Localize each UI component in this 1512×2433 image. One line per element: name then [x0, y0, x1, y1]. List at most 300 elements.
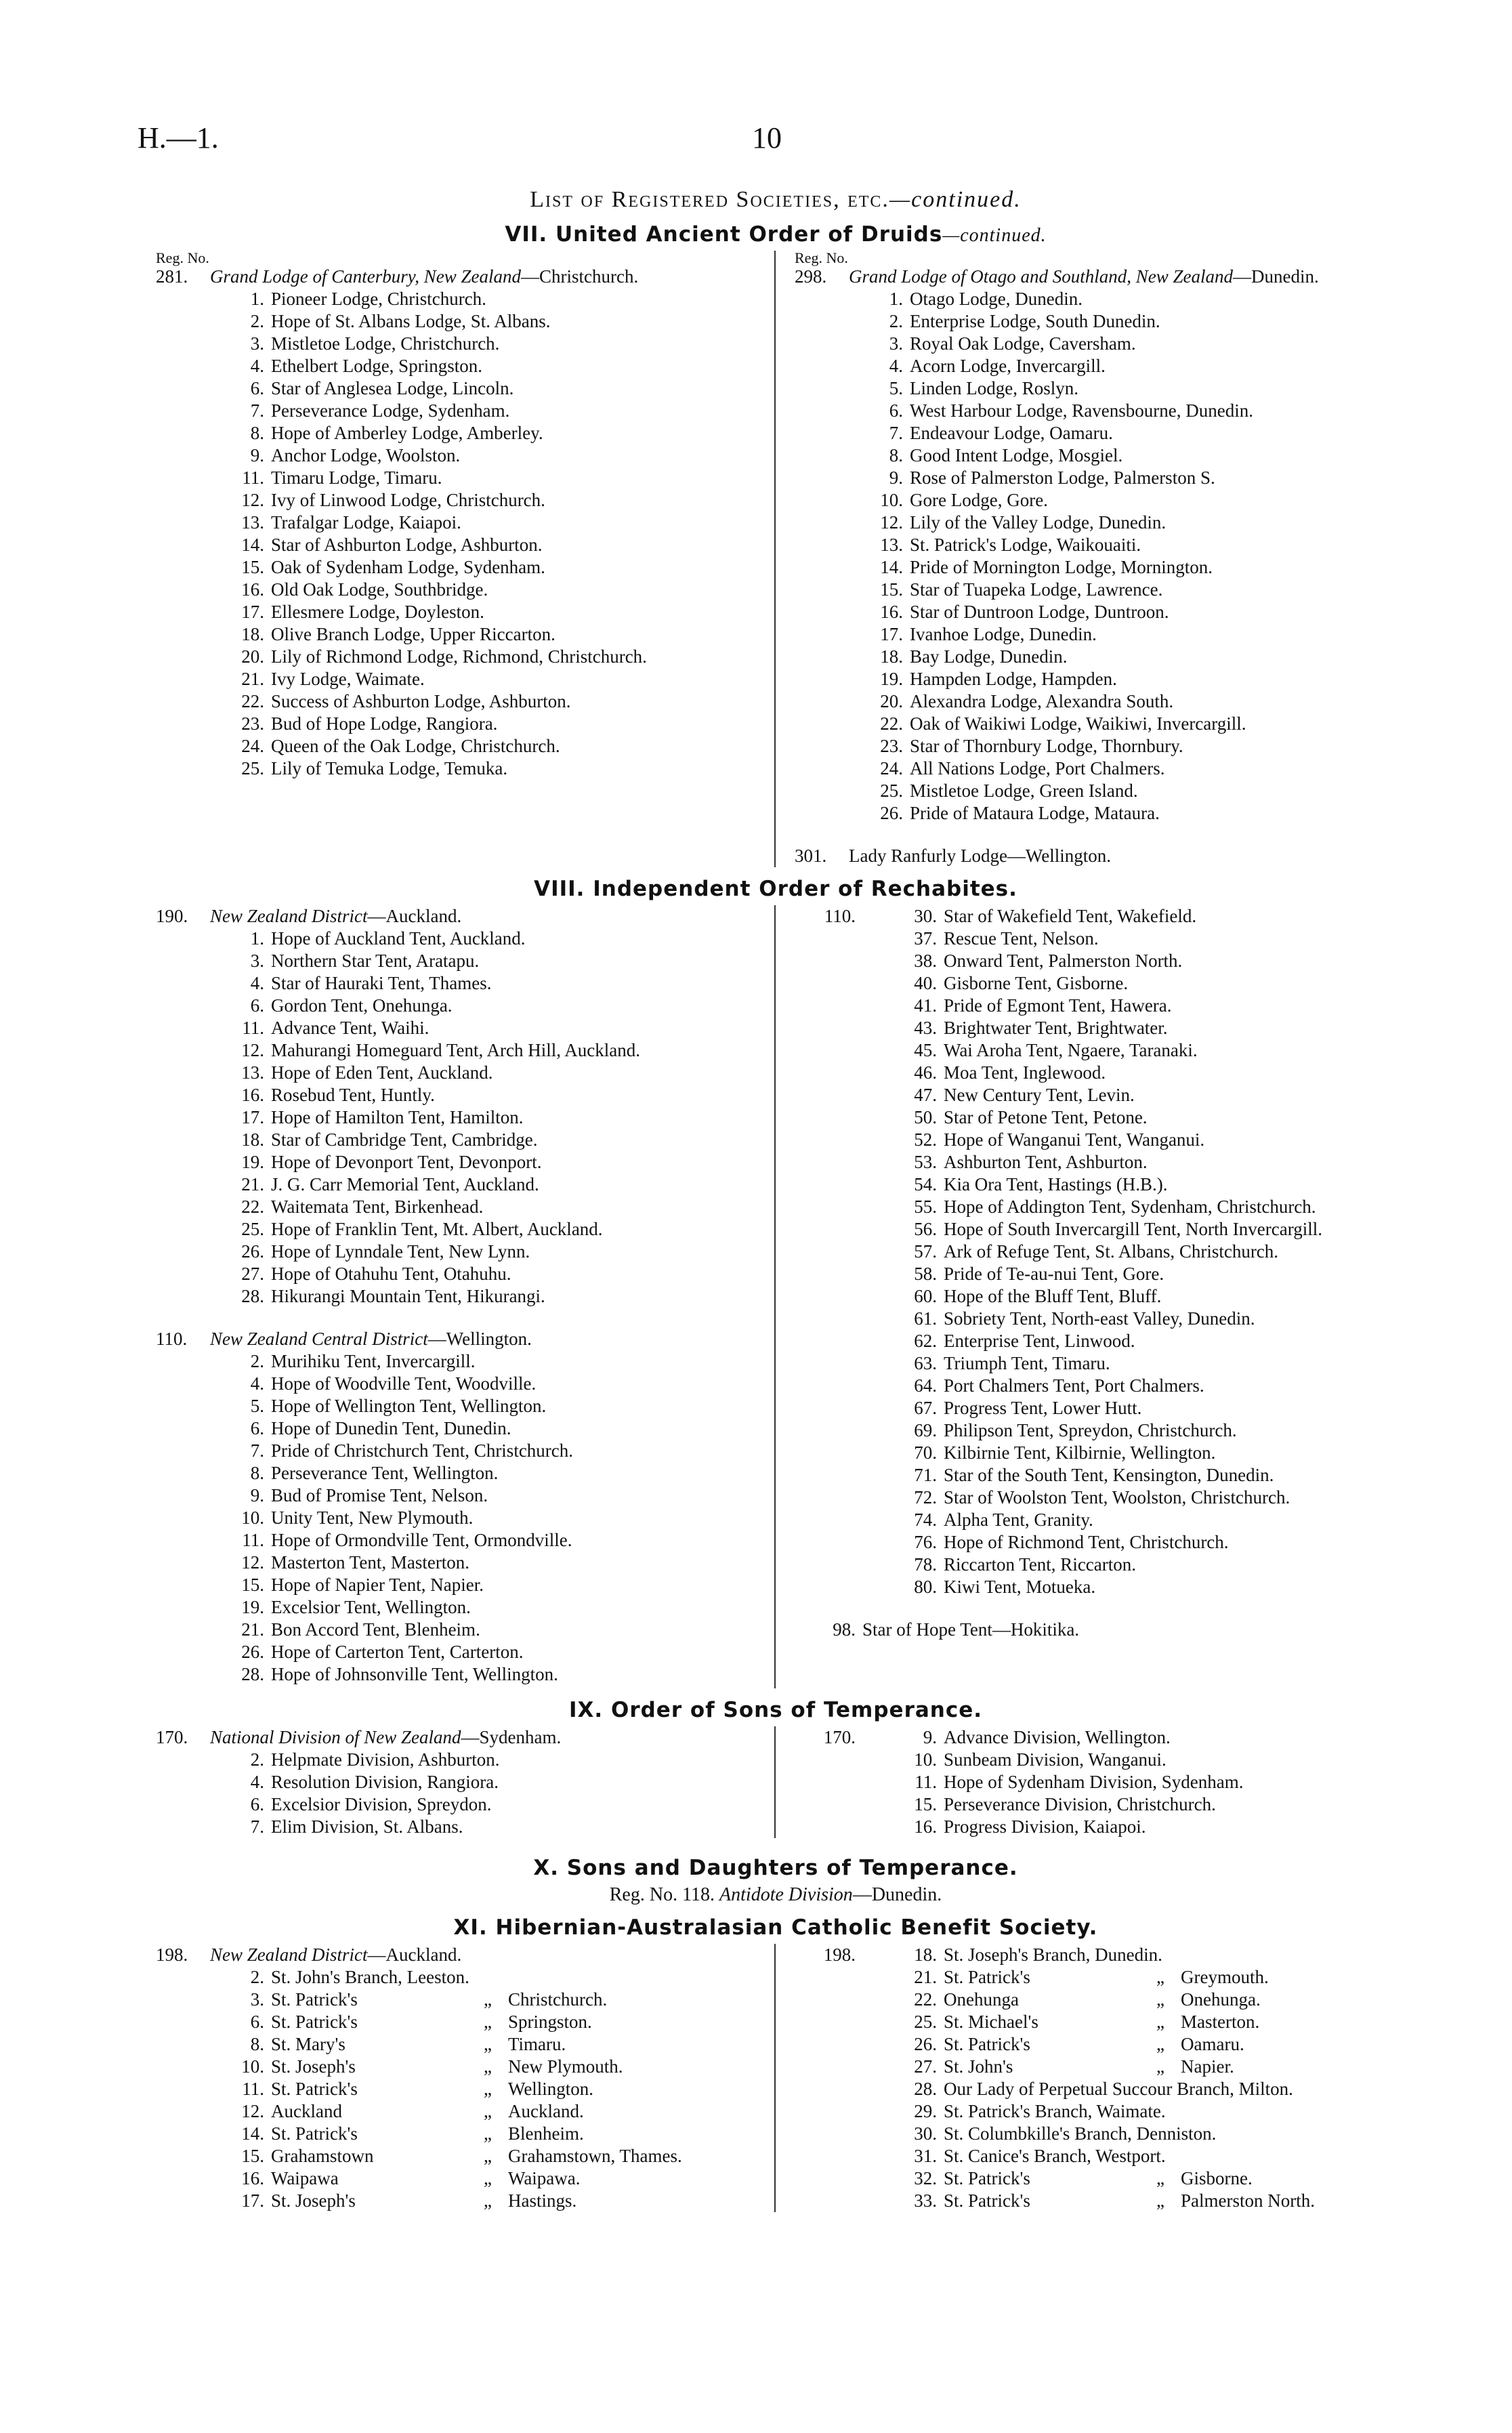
item-number: 7.: [250, 1816, 264, 1837]
list-item: [795, 2145, 1395, 2167]
reg-number-spacer: [795, 2123, 862, 2145]
list-item: [795, 690, 1395, 713]
society-name: Hikurangi Mountain Tent, Hikurangi.: [271, 1286, 545, 1306]
list-item: [156, 1350, 755, 1373]
ditto-mark: „: [484, 2056, 492, 2077]
item-number: 13.: [880, 535, 903, 555]
list-item: [795, 1554, 1395, 1576]
section-viii-columns: [156, 905, 1395, 1688]
society-name: Hope of the Bluff Tent, Bluff.: [944, 1286, 1162, 1306]
list-item: [795, 2056, 1395, 2078]
ditto-mark: „: [484, 2190, 492, 2211]
section-title-ix: IX. Order of Sons of Temperance.: [568, 1698, 983, 1722]
list-item: [156, 1966, 755, 1989]
item-number: 28.: [241, 1664, 264, 1684]
list-item: [795, 713, 1395, 735]
society-name: Star of Hauraki Tent, Thames.: [271, 973, 492, 993]
ditto-mark: „: [1156, 2034, 1164, 2054]
item-number: 15.: [241, 1575, 264, 1595]
item-number: 25.: [880, 781, 903, 801]
list-item: [156, 467, 755, 489]
item-number: 9.: [923, 1727, 937, 1747]
section-x-name: Antidote Division: [719, 1884, 853, 1905]
item-number: 23.: [880, 736, 903, 756]
reg-number-spacer: [795, 1486, 862, 1509]
group-nz-district: [156, 905, 755, 1308]
reg-number-spacer: [795, 972, 862, 995]
society-name: Hope of Ormondville Tent, Ormondville.: [271, 1530, 572, 1550]
branch-place: Palmerston North.: [1181, 2190, 1315, 2211]
list-item: [156, 1017, 755, 1039]
reg-number: 198.: [823, 1945, 856, 1965]
society-name: Alexandra Lodge, Alexandra South.: [910, 691, 1174, 711]
society-name: Gore Lodge, Gore.: [910, 490, 1048, 510]
item-number: 76.: [914, 1532, 937, 1552]
item-number: 16.: [241, 579, 264, 600]
section-ix-right-list: [795, 1726, 1395, 1838]
reg-number-spacer: [795, 1793, 862, 1816]
list-item: [795, 972, 1395, 995]
item-number: 16.: [880, 602, 903, 622]
branch-name: Grahamstown: [271, 2146, 374, 2166]
item-number: 22.: [241, 1197, 264, 1217]
list-item: [156, 489, 755, 512]
item-number: 14.: [241, 535, 264, 555]
item-number: 12.: [241, 1040, 264, 1060]
item-number: 1.: [250, 928, 264, 949]
branch-name: St. Joseph's: [271, 2190, 356, 2211]
item-number: 9.: [889, 467, 903, 488]
reg-number-spacer: [795, 2100, 862, 2123]
reg-number-spacer: [795, 2033, 862, 2056]
society-name: Progress Tent, Lower Hutt.: [944, 1398, 1142, 1418]
item-number: 62.: [914, 1331, 937, 1351]
item-number: 5.: [250, 1396, 264, 1416]
reg-number-spacer: [795, 1576, 862, 1598]
society-name: Ivy Lodge, Waimate.: [271, 669, 425, 689]
item-number: 4.: [250, 356, 264, 376]
list-item: [156, 995, 755, 1017]
item-number: 17.: [241, 602, 264, 622]
branch-place: Napier.: [1181, 2056, 1234, 2077]
item-number: 17.: [880, 624, 903, 644]
item-number: 10.: [914, 1749, 937, 1770]
item-number: 46.: [914, 1062, 937, 1083]
society-name: New Zealand District—Auckland.: [210, 906, 462, 926]
item-number: 3.: [889, 333, 903, 354]
list-item: [795, 400, 1395, 422]
reg-no-label: Reg. No.: [156, 249, 209, 266]
list-item: [795, 1263, 1395, 1285]
item-number: 29.: [914, 2101, 937, 2121]
branch-place: Oamaru.: [1181, 2034, 1244, 2054]
society-name: Hope of Auckland Tent, Auckland.: [271, 928, 526, 949]
list-item: [156, 1816, 755, 1838]
item-number: 12.: [241, 490, 264, 510]
society-name: Masterton Tent, Masterton.: [271, 1552, 470, 1573]
item-number: 11.: [242, 1530, 264, 1550]
reg-number-spacer: [795, 1330, 862, 1352]
society-name: Mistletoe Lodge, Green Island.: [910, 781, 1138, 801]
reg-number-spacer: [795, 1218, 862, 1241]
list-item: [795, 1726, 1395, 1749]
society-name: Lady Ranfurly Lodge—Wellington.: [849, 846, 1111, 866]
list-item: [795, 2100, 1395, 2123]
society-name: Star of Cambridge Tent, Cambridge.: [271, 1129, 538, 1150]
list-item: [795, 735, 1395, 757]
list-item: [795, 845, 1395, 867]
branch-place: Greymouth.: [1181, 1967, 1269, 1987]
item-number: 53.: [914, 1152, 937, 1172]
reg-number-spacer: [795, 995, 862, 1017]
item-number: 5.: [889, 378, 903, 398]
list-item: [795, 2190, 1395, 2212]
section-xi-right-list: [795, 1944, 1395, 2212]
society-name: Ark of Refuge Tent, St. Albans, Christchurch.: [944, 1241, 1279, 1262]
list-item: [795, 1531, 1395, 1554]
item-number: 18.: [241, 624, 264, 644]
list-item: [156, 288, 755, 310]
society-name: Rose of Palmerston Lodge, Palmerston S.: [910, 467, 1215, 488]
section-vii-columns: [156, 251, 1395, 867]
society-name: Oak of Sydenham Lodge, Sydenham.: [271, 557, 545, 577]
society-name: Moa Tent, Inglewood.: [944, 1062, 1106, 1083]
list-item: [795, 579, 1395, 601]
society-name: Star of Duntroon Lodge, Duntroon.: [910, 602, 1169, 622]
reg-number-spacer: [795, 1375, 862, 1397]
list-item: [795, 534, 1395, 556]
item-number: 80.: [914, 1577, 937, 1597]
item-number: 28.: [241, 1286, 264, 1306]
item-number: 52.: [914, 1129, 937, 1150]
section-xi-left-column: [156, 1944, 776, 2212]
item-number: 2.: [250, 1967, 264, 1987]
list-item: [156, 928, 755, 950]
society-name: Queen of the Oak Lodge, Christchurch.: [271, 736, 560, 756]
item-number: 9.: [250, 445, 264, 465]
list-item: [156, 1106, 755, 1129]
item-number: 2.: [250, 311, 264, 331]
reg-number-spacer: [795, 2011, 862, 2033]
society-name: Hope of Otahuhu Tent, Otahuhu.: [271, 1264, 511, 1284]
branch-place: Auckland.: [508, 2101, 584, 2121]
branch-place: Christchurch.: [508, 1989, 608, 2010]
list-item: [795, 1039, 1395, 1062]
society-name: Kia Ora Tent, Hastings (H.B.).: [944, 1174, 1168, 1194]
society-name: Triumph Tent, Timaru.: [944, 1353, 1110, 1373]
branch-name: St. Patrick's: [271, 1989, 358, 2010]
item-number: 6.: [250, 378, 264, 398]
society-name: Pioneer Lodge, Christchurch.: [271, 289, 486, 309]
item-number: 22.: [914, 1989, 937, 2010]
list-item: [795, 1419, 1395, 1442]
society-name: Onward Tent, Palmerston North.: [944, 951, 1183, 971]
group-central-continued: [795, 905, 1395, 1598]
section-vii-left-list: [156, 288, 755, 780]
branch-place: Gisborne.: [1181, 2168, 1253, 2188]
society-name: St. Patrick's Lodge, Waikouaiti.: [910, 535, 1141, 555]
section-title-vii: [156, 222, 1395, 247]
item-number: 47.: [914, 1085, 937, 1105]
society-name: Endeavour Lodge, Oamaru.: [910, 423, 1113, 443]
item-number: 78.: [914, 1554, 937, 1575]
item-number: 2.: [250, 1351, 264, 1371]
item-number: 11.: [915, 1772, 937, 1792]
list-item: [156, 444, 755, 467]
society-name: Mahurangi Homeguard Tent, Arch Hill, Auckland.: [271, 1040, 640, 1060]
group-nz-district-list: [156, 928, 755, 1308]
item-number: 28.: [914, 2079, 937, 2099]
item-number: 61.: [914, 1308, 937, 1329]
society-name: Pride of Christchurch Tent, Christchurch.: [271, 1440, 574, 1461]
item-number: 15.: [914, 1794, 937, 1814]
list-item: [795, 780, 1395, 802]
reg-number-spacer: [795, 1151, 862, 1173]
item-number: 8.: [250, 1463, 264, 1483]
list-item: [156, 950, 755, 972]
list-item: [795, 1308, 1395, 1330]
section-vii-left-column: [156, 251, 776, 867]
list-item: [795, 623, 1395, 646]
list-item: [156, 400, 755, 422]
item-number: 7.: [889, 423, 903, 443]
list-item: [795, 1442, 1395, 1464]
list-item: [795, 1619, 1395, 1641]
ditto-mark: „: [1156, 2056, 1164, 2077]
item-number: 69.: [914, 1420, 937, 1440]
section-ix-left-column: [156, 1726, 776, 1838]
list-item: [795, 1017, 1395, 1039]
item-number: 7.: [250, 1440, 264, 1461]
item-number: 12.: [241, 2101, 264, 2121]
list-item: [795, 1285, 1395, 1308]
item-number: 27.: [914, 2056, 937, 2077]
branch-place: Wellington.: [508, 2079, 594, 2099]
society-name: Wai Aroha Tent, Ngaere, Taranaki.: [944, 1040, 1198, 1060]
group-nz-central-district: [156, 1328, 755, 1686]
society-name: Enterprise Lodge, South Dunedin.: [910, 311, 1160, 331]
branch-name: St. John's: [944, 2056, 1013, 2077]
society-name: Anchor Lodge, Woolston.: [271, 445, 461, 465]
society-name: Resolution Division, Rangiora.: [271, 1772, 499, 1792]
item-number: 57.: [914, 1241, 937, 1262]
society-name: Success of Ashburton Lodge, Ashburton.: [271, 691, 571, 711]
society-name: Northern Star Tent, Aratapu.: [271, 951, 480, 971]
list-item: [156, 1749, 755, 1771]
list-item: [156, 1596, 755, 1619]
society-name: Hope of Addington Tent, Sydenham, Christchurch.: [944, 1197, 1316, 1217]
item-number: 3.: [250, 333, 264, 354]
society-name: Gisborne Tent, Gisborne.: [944, 973, 1129, 993]
list-item: [795, 1241, 1395, 1263]
list-item: [795, 928, 1395, 950]
item-number: 71.: [914, 1465, 937, 1485]
society-name: Hope of Wellington Tent, Wellington.: [271, 1396, 547, 1416]
list-item: [156, 422, 755, 444]
section-ix-columns: [156, 1726, 1395, 1838]
society-name: Old Oak Lodge, Southbridge.: [271, 579, 488, 600]
list-item: [156, 757, 755, 780]
list-item: [795, 1793, 1395, 1816]
list-item: [795, 1771, 1395, 1793]
society-name: Linden Lodge, Roslyn.: [910, 378, 1078, 398]
item-number: 55.: [914, 1197, 937, 1217]
society-name: Acorn Lodge, Invercargill.: [910, 356, 1106, 376]
society-name: Advance Division, Wellington.: [944, 1727, 1171, 1747]
section-title-vii-text: VII. United Ancient Order of Druids: [505, 222, 943, 247]
item-number: 14.: [241, 2123, 264, 2144]
list-item: [156, 1241, 755, 1263]
list-item: [156, 1771, 755, 1793]
list-item: [795, 1464, 1395, 1486]
list-item: [795, 489, 1395, 512]
list-item: [156, 1328, 755, 1350]
list-item: [795, 905, 1395, 928]
item-number: 58.: [914, 1264, 937, 1284]
item-number: 16.: [914, 1816, 937, 1837]
society-name: Timaru Lodge, Timaru.: [271, 467, 442, 488]
reg-number-spacer: [795, 1084, 862, 1106]
society-name: Otago Lodge, Dunedin.: [910, 289, 1083, 309]
item-number: 3.: [250, 1989, 264, 2010]
list-item: [156, 2056, 755, 2078]
society-name: Good Intent Lodge, Mosgiel.: [910, 445, 1123, 465]
branch-place: Timaru.: [508, 2034, 566, 2054]
society-name: Pride of Egmont Tent, Hawera.: [944, 995, 1172, 1016]
society-name: Port Chalmers Tent, Port Chalmers.: [944, 1375, 1204, 1396]
item-number: 50.: [914, 1107, 937, 1127]
item-number: 6.: [250, 2012, 264, 2032]
list-item: [156, 1373, 755, 1395]
item-number: 26.: [914, 2034, 937, 2054]
item-number: 7.: [250, 400, 264, 421]
society-name: Mistletoe Lodge, Christchurch.: [271, 333, 500, 354]
society-name: Hope of St. Albans Lodge, St. Albans.: [271, 311, 551, 331]
item-number: 12.: [241, 1552, 264, 1573]
society-name: Bon Accord Tent, Blenheim.: [271, 1619, 480, 1640]
list-item: [156, 2011, 755, 2033]
item-number: 14.: [880, 557, 903, 577]
item-number: 2.: [250, 1749, 264, 1770]
list-item: [156, 1989, 755, 2011]
society-name: Progress Division, Kaiapoi.: [944, 1816, 1146, 1837]
item-number: 4.: [250, 1772, 264, 1792]
list-item: [156, 668, 755, 690]
reg-number-spacer: [795, 950, 862, 972]
ditto-mark: „: [1156, 2190, 1164, 2211]
list-item: [795, 1062, 1395, 1084]
reg-number-spacer: [795, 1464, 862, 1486]
society-name: Star of Thornbury Lodge, Thornbury.: [910, 736, 1183, 756]
list-item: [795, 1944, 1395, 1966]
branch-name: Onehunga: [944, 1989, 1019, 2010]
list-item: [156, 556, 755, 579]
item-number: 18.: [914, 1945, 937, 1965]
society-name: West Harbour Lodge, Ravensbourne, Dunedin.: [910, 400, 1253, 421]
reg-number-spacer: [795, 1106, 862, 1129]
society-name: Star of Ashburton Lodge, Ashburton.: [271, 535, 543, 555]
list-item: [795, 1352, 1395, 1375]
reg-number-spacer: [795, 2167, 862, 2190]
society-name: Hope of Hamilton Tent, Hamilton.: [271, 1107, 524, 1127]
list-item: [156, 1173, 755, 1196]
branch-place: Onehunga.: [1181, 1989, 1261, 2010]
society-name: Star of Anglesea Lodge, Lincoln.: [271, 378, 514, 398]
list-item: [795, 1106, 1395, 1129]
branch-place: Blenheim.: [508, 2123, 584, 2144]
society-name: Lily of Temuka Lodge, Temuka.: [271, 758, 508, 778]
ditto-mark: „: [484, 2012, 492, 2032]
section-x-reg: Reg. No. 118.: [609, 1884, 715, 1905]
item-number: 41.: [914, 995, 937, 1016]
list-item: [795, 2167, 1395, 2190]
list-item: [156, 1151, 755, 1173]
reg-number-spacer: [795, 1285, 862, 1308]
item-number: 17.: [241, 2190, 264, 2211]
item-number: 15.: [241, 557, 264, 577]
society-name: St. Patrick's Branch, Waimate.: [944, 2101, 1166, 2121]
list-item: [795, 668, 1395, 690]
section-x-note: [156, 1884, 1395, 1906]
section-title-vii-continued: —continued.: [942, 225, 1047, 246]
list-item: [156, 1726, 755, 1749]
branch-place: Springston.: [508, 2012, 592, 2032]
list-item: [156, 579, 755, 601]
list-item: [795, 422, 1395, 444]
list-item: [795, 802, 1395, 825]
society-name: Rescue Tent, Nelson.: [944, 928, 1099, 949]
branch-place: Hastings.: [508, 2190, 577, 2211]
society-name: Olive Branch Lodge, Upper Riccarton.: [271, 624, 555, 644]
society-name: Ethelbert Lodge, Springston.: [271, 356, 482, 376]
list-item: [795, 995, 1395, 1017]
society-name: J. G. Carr Memorial Tent, Auckland.: [271, 1174, 539, 1194]
item-number: 8.: [250, 2034, 264, 2054]
list-item: [795, 2033, 1395, 2056]
list-item: [795, 266, 1395, 288]
list-item: [795, 467, 1395, 489]
society-name: Pride of Mataura Lodge, Mataura.: [910, 803, 1160, 823]
society-name: Hope of Devonport Tent, Devonport.: [271, 1152, 542, 1172]
item-number: 30.: [914, 906, 937, 926]
item-number: 19.: [880, 669, 903, 689]
item-number: 17.: [241, 1107, 264, 1127]
section-viii-left-column: [156, 905, 776, 1688]
item-number: 10.: [241, 1507, 264, 1528]
list-item: [156, 1440, 755, 1462]
branch-place: Masterton.: [1181, 2012, 1260, 2032]
list-item: [156, 1084, 755, 1106]
society-name: Brightwater Tent, Brightwater.: [944, 1018, 1168, 1038]
item-number: 6.: [889, 400, 903, 421]
list-item: [795, 950, 1395, 972]
list-item: [156, 512, 755, 534]
reg-number: 170.: [156, 1727, 188, 1747]
society-name: Pride of Te-au-nui Tent, Gore.: [944, 1264, 1164, 1284]
item-number: 8.: [250, 423, 264, 443]
list-item: [795, 1151, 1395, 1173]
section-vii-right-list: [795, 288, 1395, 825]
reg-number-spacer: [795, 1442, 862, 1464]
list-item: [156, 623, 755, 646]
item-number: 20.: [241, 646, 264, 667]
list-item: [156, 310, 755, 333]
society-name: Ellesmere Lodge, Doyleston.: [271, 602, 484, 622]
ditto-mark: „: [484, 2034, 492, 2054]
list-item: [156, 1462, 755, 1484]
section-xi-columns: [156, 1944, 1395, 2212]
list-item: [795, 601, 1395, 623]
